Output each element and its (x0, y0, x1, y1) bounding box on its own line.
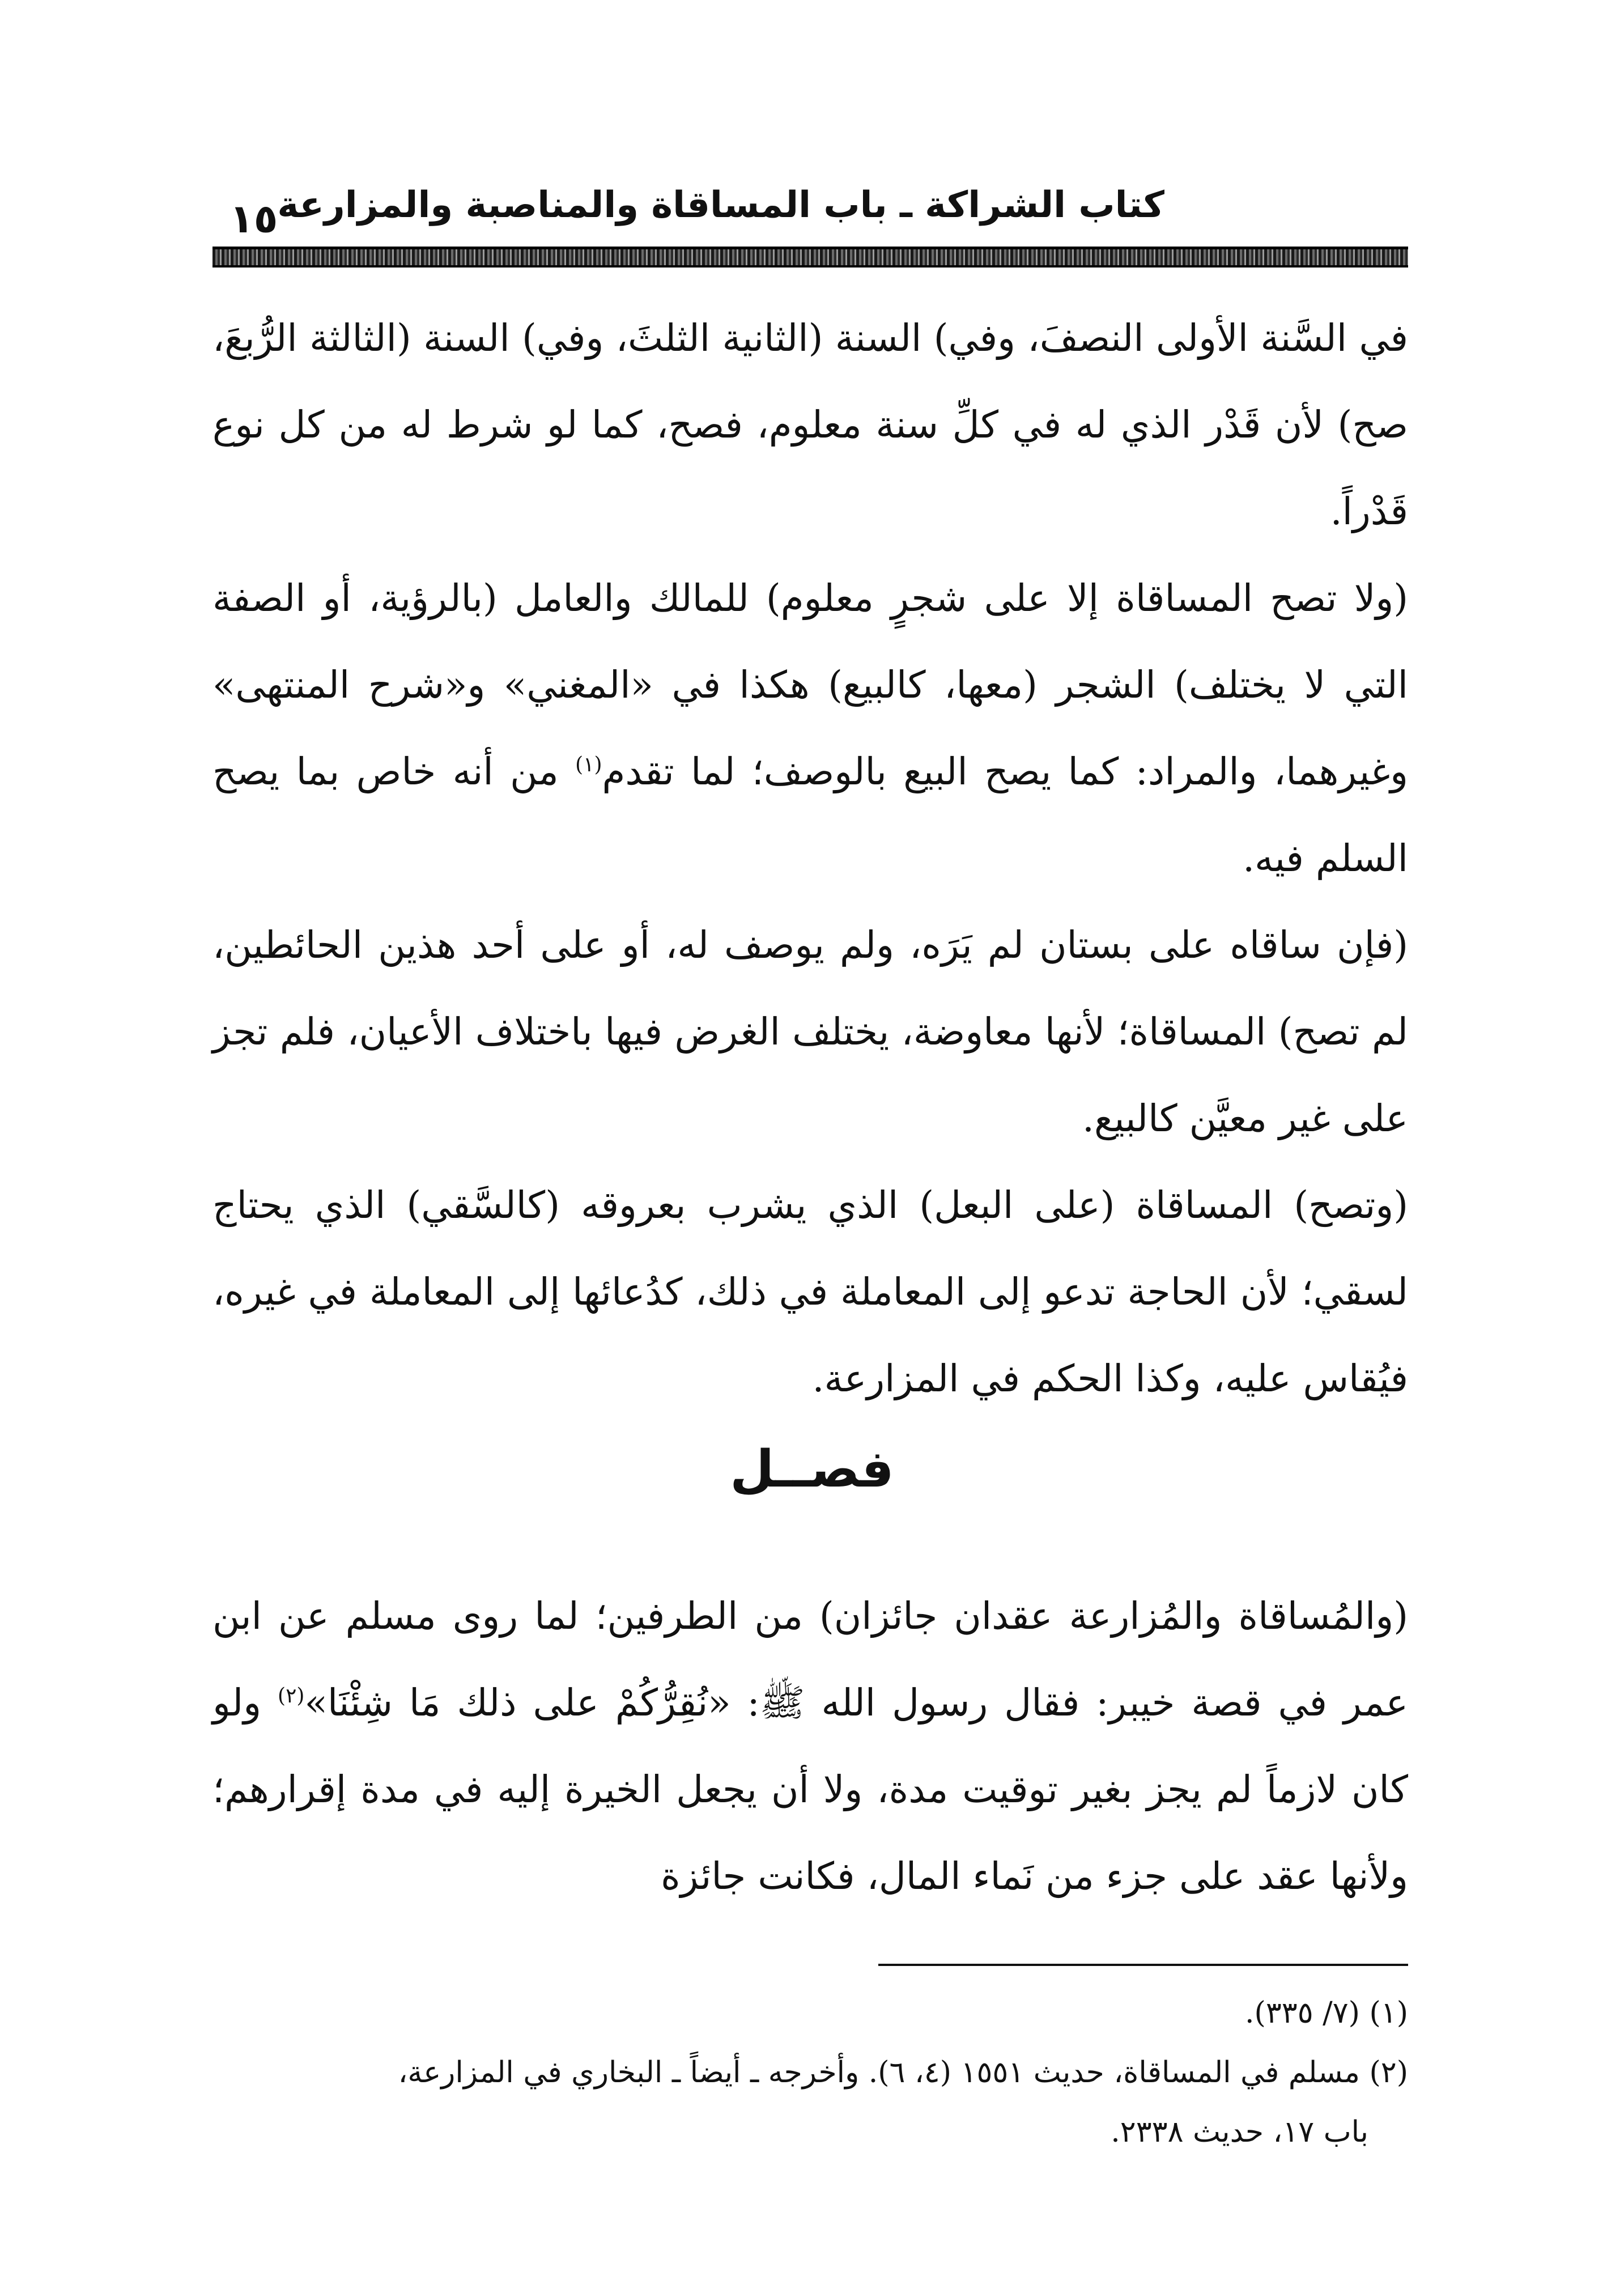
paragraph-2-text-end: من أنه خاص بما يصح السلم فيه. (212, 750, 1408, 880)
header-rule (212, 247, 1408, 267)
section-heading: فصــل (730, 1440, 894, 1499)
footnote-2-line-1: (٢) مسلم في المساقاة، حديث ١٥٥١ (٤، ٦). وأخرجه ـ أيضاً ـ البخاري في المزارعة، (398, 2056, 1408, 2090)
page-number: ١٥ (229, 196, 278, 242)
paragraph-3: (فإن ساقاه على بستان لم يَرَه، ولم يوصف له، أو على أحد هذين الحائطين، لم تصح) المساقاة؛ لأنها معاوضة، يختلف الغرض فيها باختلاف الأعيان، فلم تجز على غير معيَّن كالبيع. (212, 923, 1408, 1140)
footnote-2-line-2: باب ١٧، حديث ٢٣٣٨. (1111, 2115, 1368, 2149)
footnote-ref-2[interactable]: (٢) (278, 1684, 305, 1708)
paragraph-5 (212, 1573, 1408, 1920)
paragraph-4: (وتصح) المساقاة (على البعل) الذي يشرب بعروقه (كالسَّقي) الذي يحتاج لسقي؛ لأن الحاجة تدعو إلى المعاملة في ذلك، كدُعائها إلى المعاملة في غيره، فيُقاس عليه، وكذا الحكم في المزارعة. (212, 1183, 1408, 1400)
footnote-separator (878, 1964, 1408, 1966)
footnotes (212, 1984, 1408, 2162)
main-text (212, 295, 1408, 1422)
paragraph-2-text: (ولا تصح المساقاة إلا على شجرٍ معلوم) للمالك والعامل (بالرؤية، أو الصفة التي لا يختلف) الشجر (معها، كالبيع) هكذا في «المغني» و«شرح المنتهى» وغيرهما، والمراد: كما يصح البيع بالوصف؛ لما تقدم (212, 576, 1409, 793)
footnote-2 (212, 2043, 1408, 2162)
paragraph-1: في السَّنة الأولى النصفَ، وفي) السنة (الثانية الثلثَ، وفي) السنة (الثالثة الرُّبعَ، صح) لأن قَدْر الذي له في كلِّ سنة معلوم، فصح، كما لو شرط له من كل نوع قَدْراً. (212, 316, 1408, 533)
running-title: كتاب الشراكة ـ باب المساقاة والمناصبة والمزارعة (277, 184, 1164, 226)
footnote-ref-1[interactable]: (١) (575, 753, 602, 776)
paragraph-5-text-end: ولو كان لازماً لم يجز بغير توقيت مدة، ولا أن يجعل الخيرة إليه في مدة إقرارهم؛ ولأنها عقد على جزء من نَماء المال، فكانت جائزة (212, 1681, 1408, 1898)
paragraph-2 (212, 555, 1408, 902)
paragraph-5-text: (والمُساقاة والمُزارعة عقدان جائزان) من الطرفين؛ لما روى مسلم عن ابن عمر في قصة خيبر: فقال رسول الله ﷺ: «نُقِرُّكُمْ على ذلك مَا شِئْنَا» (212, 1594, 1408, 1725)
footnote-1: (١) (٧/ ٣٣٥). (1245, 1996, 1408, 2030)
page-header (212, 184, 1408, 269)
section-text (212, 1573, 1408, 1920)
